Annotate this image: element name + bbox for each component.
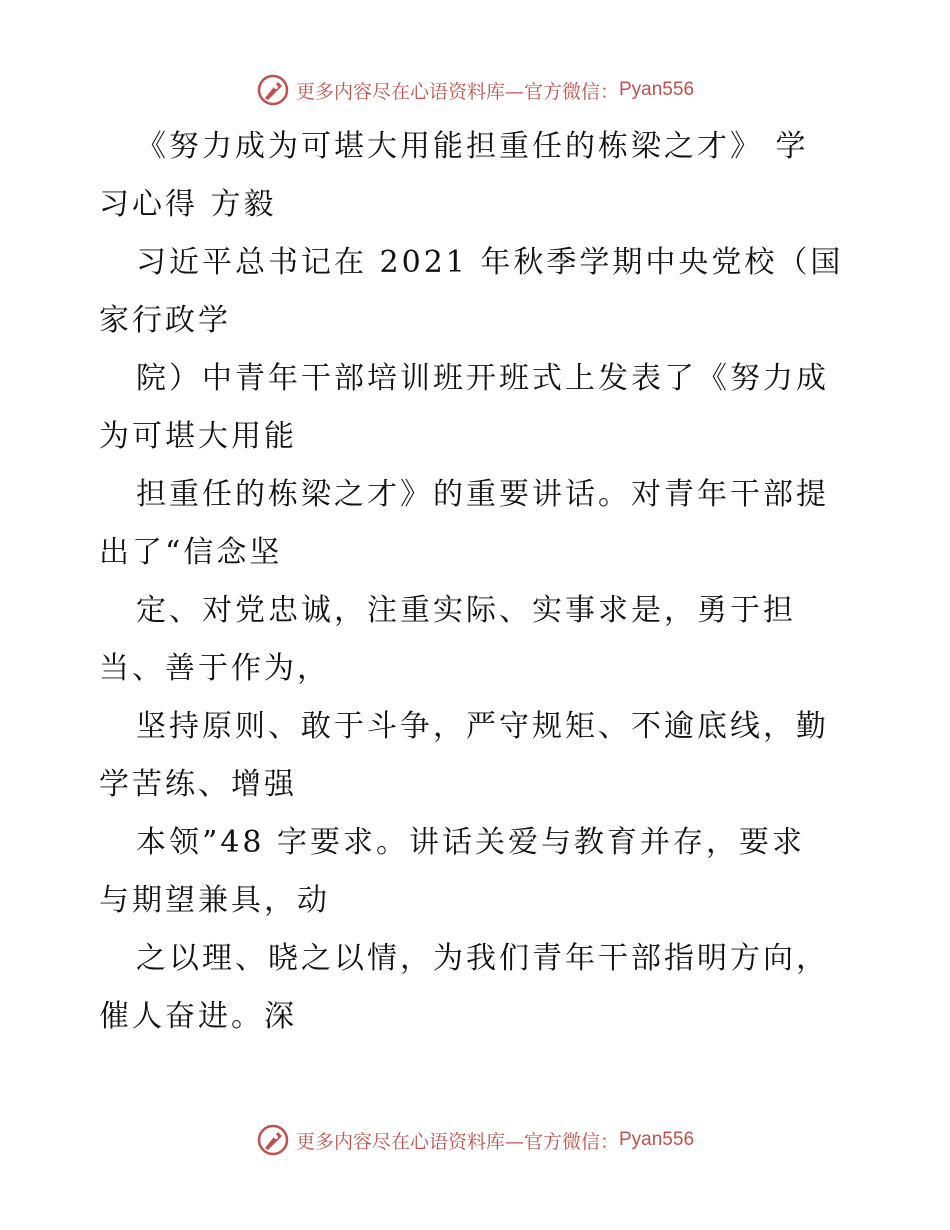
banner-wechat-id: Pyan556	[619, 79, 695, 100]
text-line: 学苦练、增强	[99, 767, 297, 802]
text-line: 催人奋进。深	[99, 999, 297, 1034]
text-line: 出了“信念坚	[99, 535, 283, 570]
text-line: 坚持原则、敢于斗争，严守规矩、不逾底线，勤	[136, 709, 829, 744]
text-line: 习心得 方毅	[99, 187, 277, 222]
header-watermark-banner	[0, 70, 950, 110]
text-line: 院）中青年干部培训班开班式上发表了《努力成	[136, 361, 829, 396]
pen-nib-circle-icon	[256, 1123, 290, 1157]
text-line: 之以理、晓之以情，为我们青年干部指明方向，	[136, 941, 829, 976]
banner-text: 更多内容尽在心语资料库—官方微信：	[295, 80, 619, 103]
text-line: 本领”48 字要求。讲话关爱与教育并存，要求	[136, 825, 806, 860]
pen-nib-circle-icon	[256, 73, 290, 107]
footer-watermark-banner	[0, 1120, 950, 1160]
text-line: 《努力成为可堪大用能担重任的栋梁之才》 学	[136, 129, 809, 164]
text-line: 为可堪大用能	[99, 419, 297, 454]
text-line: 当、善于作为，	[99, 651, 330, 686]
banner-wechat-id: Pyan556	[619, 1129, 695, 1150]
document-body	[99, 118, 859, 1046]
banner-text: 更多内容尽在心语资料库—官方微信：	[295, 1130, 619, 1153]
text-line: 与期望兼具，动	[99, 883, 330, 918]
text-line: 习近平总书记在 2021 年秋季学期中央党校（国	[136, 245, 844, 280]
text-line: 担重任的栋梁之才》的重要讲话。对青年干部提	[136, 477, 829, 512]
text-line: 定、对党忠诚，注重实际、实事求是，勇于担	[136, 593, 796, 628]
text-line: 家行政学	[99, 303, 231, 338]
